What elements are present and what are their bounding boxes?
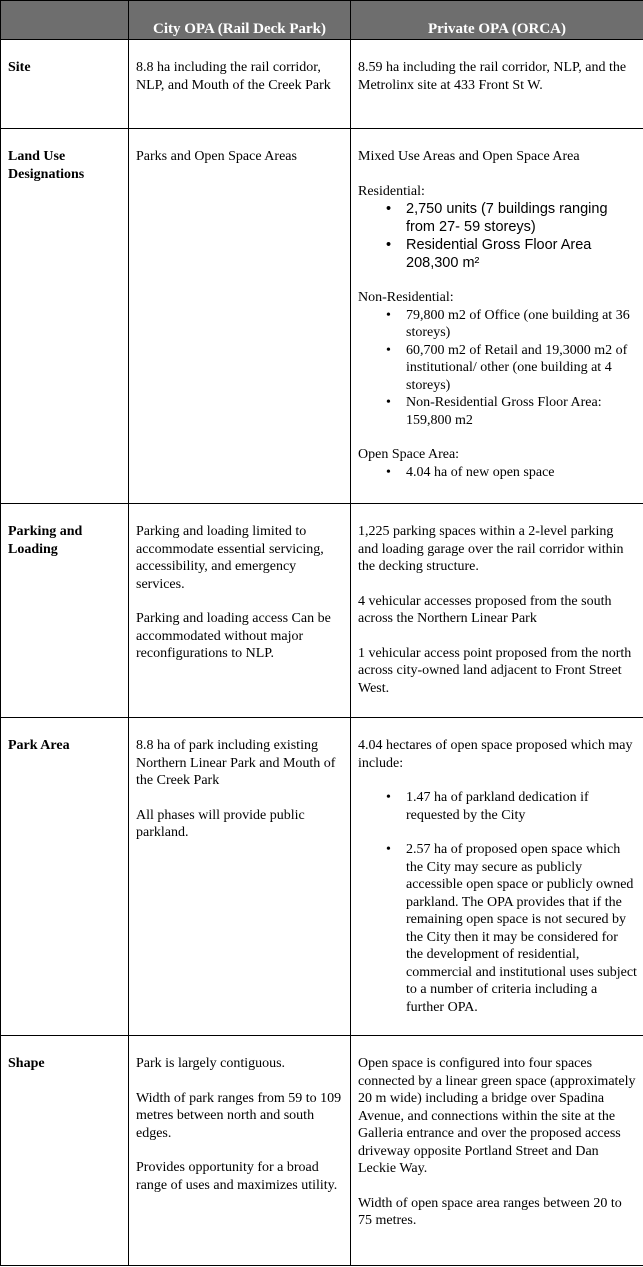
open-space-heading: Open Space Area: <box>358 447 460 462</box>
residential-list <box>358 200 637 272</box>
list-item: • Residential Gross Floor Area 208,300 m² <box>406 236 637 272</box>
shape-city-p3: Provides opportunity for a broad range of uses and maximizes utility. <box>136 1160 338 1193</box>
list-item: • 60,700 m2 of Retail and 19,3000 m2 of institutional/ other (one building at 4 storeys) <box>406 342 637 395</box>
residential-heading: Residential: <box>358 183 425 199</box>
shape-city-content <box>129 1036 350 1194</box>
city-cell <box>129 504 351 718</box>
parking-private-p2: 4 vehicular accesses proposed from the south across the Northern Linear Park <box>358 593 612 626</box>
row-label-cell <box>1 1036 129 1266</box>
park-area-private-intro: 4.04 hectares of open space proposed which may include: <box>358 738 633 771</box>
list-item: • 2,750 units (7 buildings ranging from 27- 59 storeys) <box>406 200 637 236</box>
open-space-list <box>358 464 637 482</box>
private-cell <box>351 1036 643 1266</box>
row-land-use <box>1 129 643 504</box>
header-city-opa: City OPA (Rail Deck Park) <box>129 1 351 40</box>
list-item: • 1.47 ha of parkland dedication if requested by the City <box>406 789 637 824</box>
list-item: • 79,800 m2 of Office (one building at 36 storeys) <box>406 307 637 342</box>
shape-private-p1: Open space is configured into four spaces connected by a linear green space (approximately 20 m wide) including a bridge over Spadina Avenue, and connections within the site at the Galleria entrance and over the proposed access driveway opposite Portland Street and Dan Leckie Way. <box>358 1056 636 1176</box>
private-cell <box>351 504 643 718</box>
city-cell <box>129 129 351 504</box>
park-area-city-p2: All phases will provide public parkland. <box>136 807 305 840</box>
parking-city-content <box>129 504 350 663</box>
shape-private-content <box>351 1036 643 1230</box>
list-item: • Non-Residential Gross Floor Area: 159,800 m2 <box>406 394 637 429</box>
list-item: • 2.57 ha of proposed open space which the City may secure as publicly accessible open space or publicly owned parkland. The OPA provides that if the remaining open space is not secured by the City then it may be considered for the development of residential, commercial and institutional uses subject to a number of criteria including a further OPA. <box>406 841 637 1016</box>
row-label-parking: Parking and Loading <box>8 524 83 557</box>
parking-private-p3: 1 vehicular access point proposed from the north across city-owned land adjacent to Front Street West. <box>358 645 632 696</box>
park-area-private-content <box>351 718 643 1016</box>
park-area-private-list <box>358 789 637 1016</box>
site-private-text: 8.59 ha including the rail corridor, NLP, and the Metrolinx site at 433 Front St W. <box>358 60 627 93</box>
row-label-site: Site <box>8 60 31 75</box>
shape-private-p2: Width of open space area ranges between 20 to 75 metres. <box>358 1195 622 1228</box>
row-parking <box>1 504 643 718</box>
row-label-park-area: Park Area <box>8 738 70 753</box>
nonres-list <box>358 307 637 430</box>
city-cell <box>129 1036 351 1266</box>
land-use-city-text: Parks and Open Space Areas <box>136 149 297 164</box>
row-label-cell <box>1 40 129 129</box>
header-private-opa: Private OPA (ORCA) <box>351 1 643 40</box>
private-cell <box>351 40 643 129</box>
city-cell <box>129 40 351 129</box>
park-area-city-content <box>129 718 350 842</box>
shape-city-p1: Park is largely contiguous. <box>136 1056 286 1071</box>
parking-private-p1: 1,225 parking spaces within a 2-level parking and loading garage over the rail corridor within the decking structure. <box>358 524 624 574</box>
nonres-heading: Non-Residential: <box>358 290 454 305</box>
row-label-cell <box>1 129 129 504</box>
row-shape <box>1 1036 643 1266</box>
private-cell <box>351 718 643 1036</box>
row-site <box>1 40 643 129</box>
site-city-text: 8.8 ha including the rail corridor, NLP, and Mouth of the Creek Park <box>136 60 331 93</box>
land-use-private-content <box>351 129 643 481</box>
header-blank-cell <box>1 1 129 40</box>
parking-city-p2: Parking and loading access Can be accommodated without major reconfigurations to NLP. <box>136 611 331 661</box>
header-row <box>1 1 643 40</box>
row-label-shape: Shape <box>8 1056 45 1071</box>
private-cell <box>351 129 643 504</box>
parking-private-content <box>351 504 643 697</box>
city-cell <box>129 718 351 1036</box>
land-use-private-intro: Mixed Use Areas and Open Space Area <box>358 149 580 164</box>
parking-city-p1: Parking and loading limited to accommodate essential servicing, accessibility, and emergency services. <box>136 524 324 592</box>
row-park-area <box>1 718 643 1036</box>
park-area-city-p1: 8.8 ha of park including existing Northern Linear Park and Mouth of the Creek Park <box>136 738 336 788</box>
list-item: • 4.04 ha of new open space <box>406 464 637 482</box>
row-label-cell <box>1 504 129 718</box>
shape-city-p2: Width of park ranges from 59 to 109 metres between north and south edges. <box>136 1090 342 1141</box>
row-label-land-use: Land Use Designations <box>8 149 85 182</box>
row-label-cell <box>1 718 129 1036</box>
